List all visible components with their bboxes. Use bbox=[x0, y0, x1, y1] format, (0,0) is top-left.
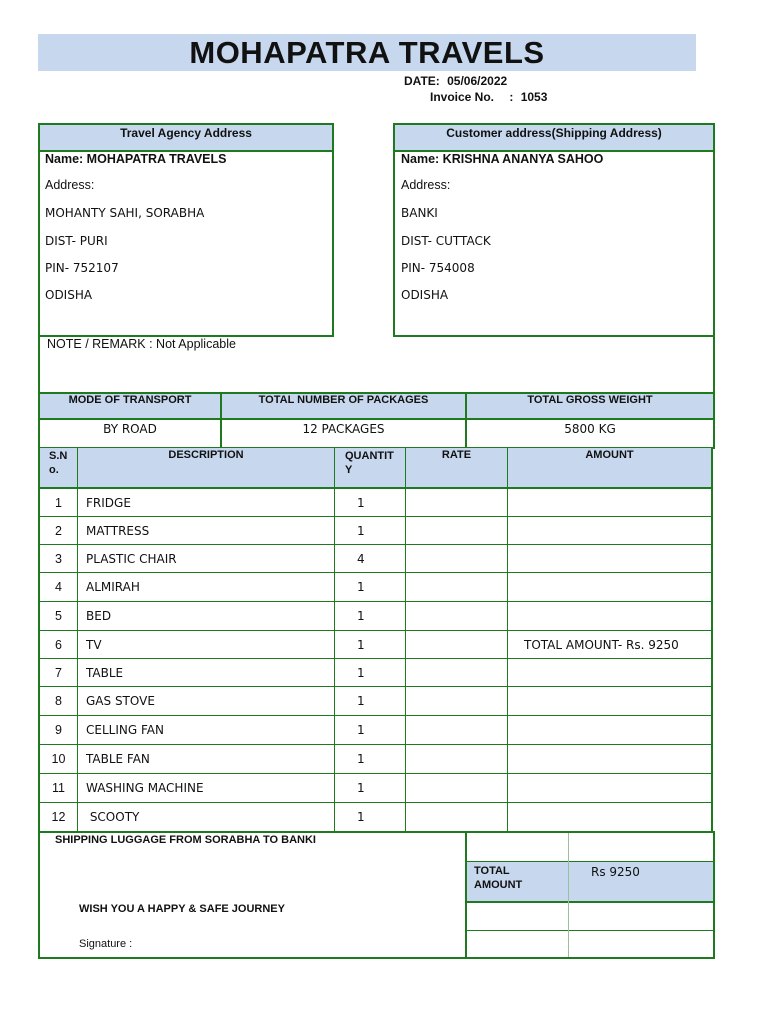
agency-line-3: PIN- 752107 bbox=[45, 261, 119, 275]
row-description: MATTRESS bbox=[86, 524, 150, 538]
agency-address-label: Address: bbox=[45, 178, 95, 192]
table-row bbox=[40, 573, 711, 602]
row-quantity: 1 bbox=[357, 723, 365, 737]
customer-line-2: DIST- CUTTACK bbox=[401, 234, 491, 248]
col-description-header: DESCRIPTION bbox=[168, 449, 244, 461]
row-sno: 1 bbox=[55, 496, 62, 510]
agency-line-1: MOHANTY SAHI, SORABHA bbox=[45, 206, 205, 220]
date-line bbox=[404, 74, 507, 88]
footer-box bbox=[38, 831, 715, 959]
items-table bbox=[38, 448, 713, 833]
agency-line-2: DIST- PURI bbox=[45, 234, 108, 248]
agency-name: Name: MOHAPATRA TRAVELS bbox=[45, 152, 227, 166]
table-row bbox=[40, 659, 711, 687]
customer-name: Name: KRISHNA ANANYA SAHOO bbox=[401, 152, 604, 166]
table-row bbox=[40, 803, 711, 831]
transport-packages-header: TOTAL NUMBER OF PACKAGES bbox=[258, 394, 429, 406]
table-row bbox=[40, 489, 711, 517]
note-box bbox=[38, 335, 715, 394]
signature-label: Signature : bbox=[79, 938, 133, 950]
table-row bbox=[40, 631, 711, 659]
wish-text: WISH YOU A HAPPY & SAFE JOURNEY bbox=[79, 903, 285, 915]
table-row bbox=[40, 602, 711, 631]
table-row bbox=[40, 745, 711, 774]
company-title: MOHAPATRA TRAVELS bbox=[38, 34, 696, 71]
row-description: BED bbox=[86, 609, 112, 623]
row-description: WASHING MACHINE bbox=[86, 781, 204, 795]
row-quantity: 1 bbox=[357, 694, 365, 708]
row-sno: 5 bbox=[55, 609, 62, 623]
table-row bbox=[40, 716, 711, 745]
row-description: TV bbox=[86, 638, 102, 652]
row-quantity: 1 bbox=[357, 524, 365, 538]
row-quantity: 1 bbox=[357, 580, 365, 594]
customer-header: Customer address(Shipping Address) bbox=[446, 126, 662, 140]
row-quantity: 1 bbox=[357, 781, 365, 795]
col-sno-header: S.N o. bbox=[49, 450, 68, 476]
row-sno: 2 bbox=[55, 524, 62, 538]
row-sno: 10 bbox=[51, 752, 66, 766]
note-text: NOTE / REMARK : Not Applicable bbox=[47, 337, 236, 351]
row-description: ALMIRAH bbox=[86, 580, 140, 594]
row-quantity: 4 bbox=[357, 552, 365, 566]
row-description: FRIDGE bbox=[86, 496, 131, 510]
row-description: SCOOTY bbox=[86, 810, 140, 824]
transport-mode-value: BY ROAD bbox=[103, 422, 157, 436]
row-sno: 7 bbox=[55, 666, 62, 680]
row-description: TABLE FAN bbox=[86, 752, 150, 766]
row-quantity: 1 bbox=[357, 638, 365, 652]
invoice-sep: : bbox=[509, 90, 514, 104]
agency-header: Travel Agency Address bbox=[120, 126, 252, 140]
table-row bbox=[40, 687, 711, 716]
row-sno: 12 bbox=[51, 810, 66, 824]
row-sno: 9 bbox=[55, 723, 62, 737]
transport-mode-header: MODE OF TRANSPORT bbox=[68, 394, 192, 406]
col-rate-header: RATE bbox=[441, 449, 472, 461]
total-amount-label: TOTAL AMOUNT bbox=[474, 865, 523, 891]
row-description: CELLING FAN bbox=[86, 723, 164, 737]
col-quantity-header: QUANTIT Y bbox=[345, 450, 394, 476]
invoice-label: Invoice No. bbox=[430, 90, 495, 104]
customer-line-4: ODISHA bbox=[401, 288, 449, 302]
agency-line-4: ODISHA bbox=[45, 288, 93, 302]
customer-address-box bbox=[393, 123, 715, 337]
date-label: DATE: bbox=[404, 74, 440, 88]
row-quantity: 1 bbox=[357, 752, 365, 766]
row-quantity: 1 bbox=[357, 496, 365, 510]
row-description: GAS STOVE bbox=[86, 694, 155, 708]
row-sno: 6 bbox=[55, 638, 62, 652]
table-row bbox=[40, 774, 711, 803]
col-amount-header: AMOUNT bbox=[585, 449, 634, 461]
transport-weight-header: TOTAL GROSS WEIGHT bbox=[527, 394, 653, 406]
shipping-text: SHIPPING LUGGAGE FROM SORABHA TO BANKI bbox=[55, 834, 316, 846]
row-sno: 8 bbox=[55, 694, 62, 708]
transport-weight-value: 5800 KG bbox=[564, 422, 616, 436]
transport-packages-value: 12 PACKAGES bbox=[302, 422, 385, 436]
customer-line-3: PIN- 754008 bbox=[401, 261, 475, 275]
row-description: TABLE bbox=[86, 666, 124, 680]
row-sno: 11 bbox=[52, 781, 65, 795]
row-total-amount: TOTAL AMOUNT- Rs. 9250 bbox=[524, 638, 679, 652]
row-description: PLASTIC CHAIR bbox=[86, 552, 177, 566]
row-quantity: 1 bbox=[357, 609, 365, 623]
date-value: 05/06/2022 bbox=[447, 74, 508, 88]
row-sno: 4 bbox=[55, 580, 62, 594]
total-amount-value: Rs 9250 bbox=[591, 865, 640, 879]
row-quantity: 1 bbox=[357, 666, 365, 680]
table-row bbox=[40, 545, 711, 573]
row-quantity: 1 bbox=[357, 810, 365, 824]
invoice-value: 1053 bbox=[520, 90, 548, 104]
agency-address-box bbox=[38, 123, 334, 337]
customer-line-1: BANKI bbox=[401, 206, 438, 220]
customer-address-label: Address: bbox=[401, 178, 451, 192]
table-row bbox=[40, 517, 711, 545]
row-sno: 3 bbox=[55, 552, 62, 566]
invoice-line bbox=[430, 90, 547, 104]
transport-table bbox=[38, 392, 715, 449]
